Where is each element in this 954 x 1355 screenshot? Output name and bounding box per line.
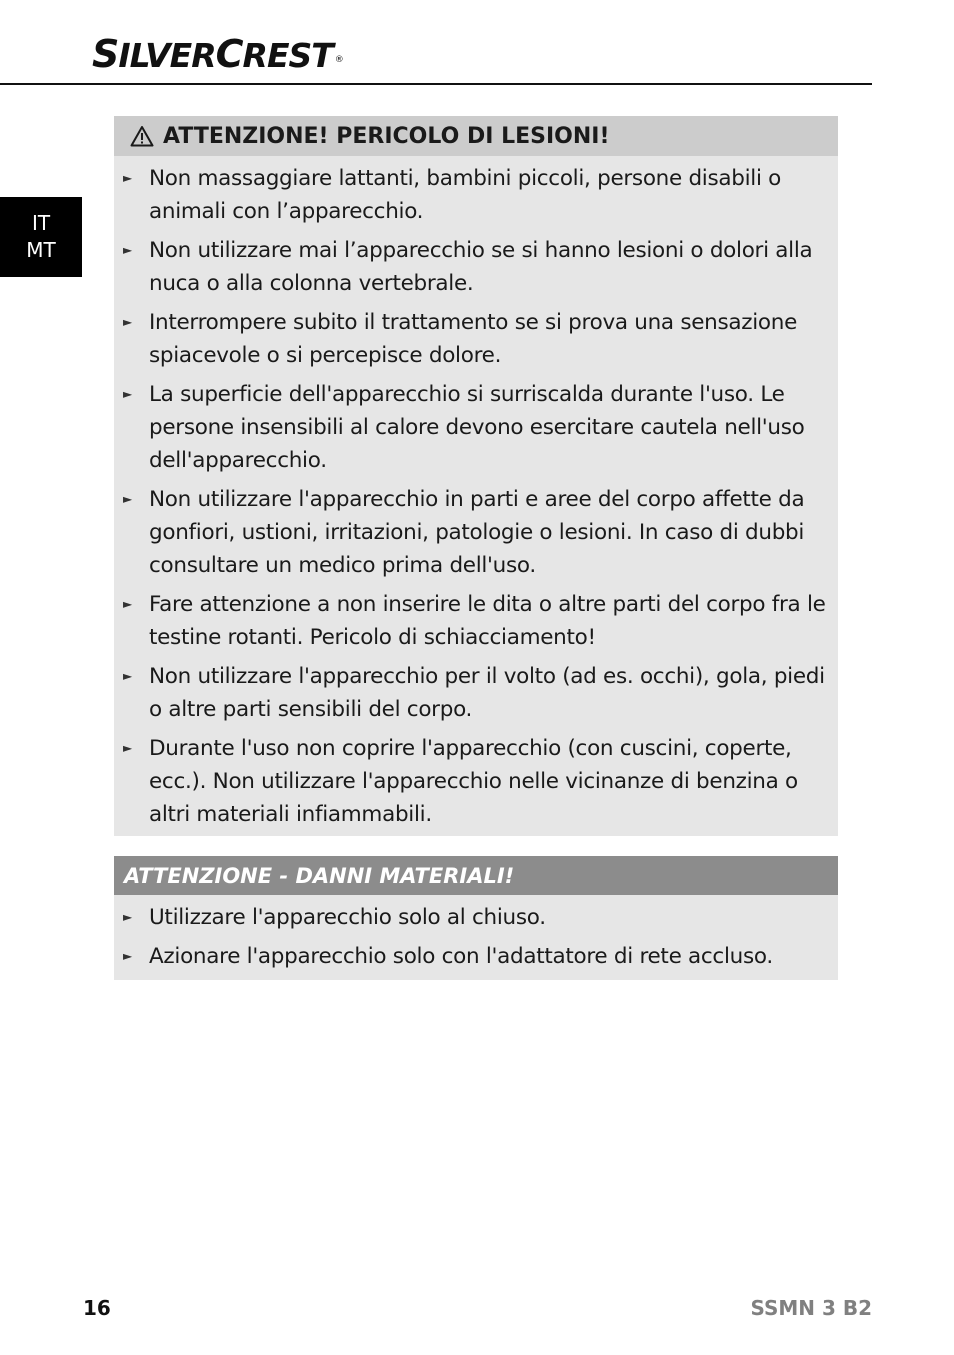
list-item-text: Utilizzare l'apparecchio solo al chiuso.: [149, 905, 546, 930]
injury-warning-box: [114, 116, 838, 836]
list-item-text: Non utilizzare l'apparecchio in parti e aree del corpo affette da gonfiori, ustioni, irritazioni, patologie o lesioni. In caso di dubbi consultare un medico prima dell'uso.: [149, 487, 805, 578]
logo-letters-ilver: ILVER: [118, 36, 216, 75]
list-item: [114, 234, 838, 300]
logo-letters-rest: REST: [242, 36, 333, 75]
language-tab: [0, 197, 82, 277]
bullet-arrow-icon: ►: [123, 171, 132, 185]
logo-letter-s: S: [92, 32, 119, 76]
list-item: [114, 306, 838, 372]
model-number: SSMN 3 B2: [750, 1296, 872, 1320]
list-item: [114, 378, 838, 477]
bullet-arrow-icon: ►: [123, 741, 132, 755]
bullet-arrow-icon: ►: [123, 597, 132, 611]
injury-warning-header: [114, 116, 838, 156]
bullet-arrow-icon: ►: [123, 243, 132, 257]
logo-letter-c: C: [215, 32, 243, 76]
registered-mark: ®: [334, 55, 343, 65]
page-number: 16: [83, 1296, 111, 1320]
list-item: [114, 660, 838, 726]
bullet-arrow-icon: ►: [123, 949, 132, 963]
language-code-mt: MT: [26, 238, 56, 262]
list-item: [114, 901, 838, 934]
warning-triangle-icon: [130, 125, 154, 147]
header-divider: [0, 83, 872, 85]
bullet-arrow-icon: ►: [123, 669, 132, 683]
list-item: [114, 483, 838, 582]
list-item-text: Non utilizzare l'apparecchio per il volto (ad es. occhi), gola, piedi o altre parti sensibili del corpo.: [149, 664, 825, 722]
bullet-arrow-icon: ►: [123, 910, 132, 924]
list-item-text: Durante l'uso non coprire l'apparecchio (con cuscini, coperte, ecc.). Non utilizzare l'apparecchio nelle vicinanze di benzina o altri materiali infiammabili.: [149, 736, 798, 827]
language-code-it: IT: [31, 211, 51, 235]
bullet-arrow-icon: ►: [123, 315, 132, 329]
material-damage-box: [114, 856, 838, 980]
list-item-text: Interrompere subito il trattamento se si prova una sensazione spiacevole o si percepisce dolore.: [149, 310, 798, 368]
bullet-arrow-icon: ►: [123, 492, 132, 506]
material-damage-list: [114, 895, 838, 973]
list-item: [114, 732, 838, 831]
list-item: [114, 940, 838, 973]
brand-logo: [92, 34, 343, 76]
material-damage-title: ATTENZIONE - DANNI MATERIALI!: [124, 863, 515, 888]
material-damage-header: [114, 856, 838, 895]
list-item-text: Azionare l'apparecchio solo con l'adattatore di rete accluso.: [149, 944, 773, 969]
bullet-arrow-icon: ►: [123, 387, 132, 401]
list-item: [114, 162, 838, 228]
list-item: [114, 588, 838, 654]
list-item-text: Non utilizzare mai l’apparecchio se si hanno lesioni o dolori alla nuca o alla colonna vertebrale.: [149, 238, 813, 296]
list-item-text: Fare attenzione a non inserire le dita o altre parti del corpo fra le testine rotanti. Pericolo di schiacciamento!: [149, 592, 826, 650]
list-item-text: Non massaggiare lattanti, bambini piccoli, persone disabili o animali con l’apparecchio.: [149, 166, 782, 224]
list-item-text: La superficie dell'apparecchio si surriscalda durante l'uso. Le persone insensibili al calore devono esercitare cautela nell'uso dell'apparecchio.: [149, 382, 805, 473]
injury-warning-list: [114, 156, 838, 831]
injury-warning-title: ATTENZIONE! PERICOLO DI LESIONI!: [163, 123, 610, 149]
